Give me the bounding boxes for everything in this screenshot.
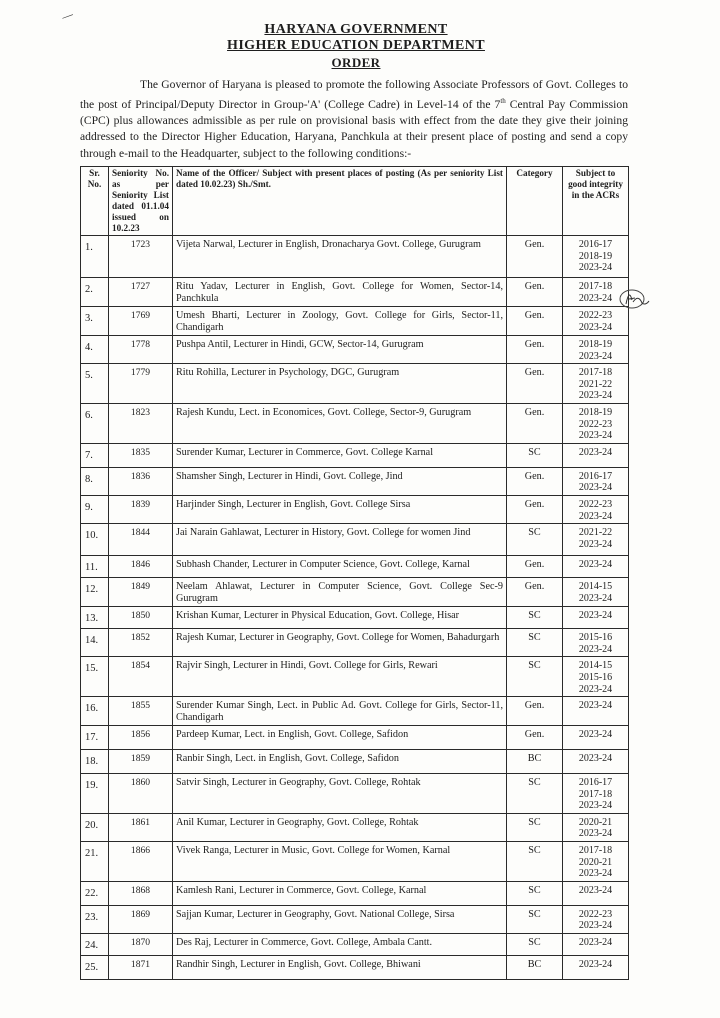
cell-seniority-no: 1861 [109, 813, 173, 841]
cell-sr-no: 3. [81, 307, 109, 336]
cell-seniority-no: 1855 [109, 697, 173, 726]
cell-officer-name: Subhash Chander, Lecturer in Computer Science, Govt. College, Karnal [173, 556, 507, 578]
cell-seniority-no: 1868 [109, 881, 173, 905]
acr-year: 2023-24 [578, 800, 613, 812]
cell-officer-name: Pushpa Antil, Lecturer in Hindi, GCW, Sector-14, Gurugram [173, 336, 507, 364]
acr-year: 2023-24 [578, 937, 613, 949]
cell-officer-name: Surender Kumar Singh, Lect. in Public Ad. Govt. College for Girls, Sector-11, Chandigarh [173, 697, 507, 726]
acr-year: 2023-24 [578, 592, 613, 604]
cell-officer-name: Sajjan Kumar, Lecturer in Geography, Govt. National College, Sirsa [173, 905, 507, 933]
cell-seniority-no: 1870 [109, 934, 173, 956]
cell-category: Gen. [507, 495, 563, 523]
cell-acr-years [563, 364, 629, 404]
cell-sr-no: 19. [81, 774, 109, 814]
cell-seniority-no: 1779 [109, 364, 173, 404]
department-heading: HIGHER EDUCATION DEPARTMENT [227, 38, 485, 53]
cell-category: SC [507, 607, 563, 629]
cell-sr-no: 23. [81, 905, 109, 933]
cell-sr-no: 14. [81, 629, 109, 657]
cell-seniority-no: 1727 [109, 278, 173, 307]
cell-acr-years [563, 336, 629, 364]
cell-acr-years [563, 726, 629, 750]
cell-officer-name: Rajvir Singh, Lecturer in Hindi, Govt. College for Girls, Rewari [173, 657, 507, 697]
cell-category: SC [507, 934, 563, 956]
cell-category: SC [507, 881, 563, 905]
cell-sr-no: 2. [81, 278, 109, 307]
cell-acr-years [563, 905, 629, 933]
table-row [81, 495, 629, 523]
promotion-table [80, 166, 629, 980]
cell-category: SC [507, 657, 563, 697]
cell-category: SC [507, 443, 563, 467]
cell-officer-name: Randhir Singh, Lecturer in English, Govt. College, Bhiwani [173, 956, 507, 980]
acr-year: 2023-24 [578, 390, 613, 402]
table-header-row [81, 167, 629, 236]
table-row [81, 556, 629, 578]
cell-seniority-no: 1846 [109, 556, 173, 578]
cell-officer-name: Krishan Kumar, Lecturer in Physical Education, Govt. College, Hisar [173, 607, 507, 629]
cell-acr-years [563, 556, 629, 578]
cell-acr-years [563, 697, 629, 726]
cell-category: Gen. [507, 364, 563, 404]
intro-text-a: The Governor of Haryana is pleased to promote the following Associate Professors of Govt. Colleges to the post of Principal/Deputy Director in Group-'A' (College Cadre) in Level-14 of the 7 [80, 78, 628, 112]
table-row [81, 364, 629, 404]
acr-year: 2022-23 [578, 310, 613, 321]
acr-year: 2023-24 [578, 729, 613, 741]
cell-seniority-no: 1850 [109, 607, 173, 629]
cell-sr-no: 13. [81, 607, 109, 629]
cell-acr-years [563, 842, 629, 882]
table-row [81, 307, 629, 336]
cell-category: Gen. [507, 336, 563, 364]
acr-year: 2018-19 [578, 406, 613, 418]
cell-seniority-no: 1844 [109, 524, 173, 556]
acr-year: 2023-24 [578, 430, 613, 442]
table-row [81, 697, 629, 726]
cell-acr-years [563, 934, 629, 956]
header-officer-name: Name of the Officer/ Subject with present places of posting (As per seniority List dated 10.02.23) Sh./Smt. [173, 167, 507, 236]
cell-acr-years [563, 956, 629, 980]
cell-officer-name: Vijeta Narwal, Lecturer in English, Dronacharya Govt. College, Gurugram [173, 236, 507, 278]
cell-seniority-no: 1778 [109, 336, 173, 364]
acr-year: 2023-24 [578, 350, 613, 362]
acr-year: 2018-19 [578, 250, 613, 262]
cell-acr-years [563, 495, 629, 523]
cell-officer-name: Satvir Singh, Lecturer in Geography, Govt. College, Rohtak [173, 774, 507, 814]
cell-category: BC [507, 750, 563, 774]
cell-sr-no: 4. [81, 336, 109, 364]
cell-seniority-no: 1823 [109, 403, 173, 443]
cell-acr-years [563, 657, 629, 697]
acr-year: 2023-24 [578, 510, 613, 522]
acr-year: 2021-22 [578, 527, 613, 539]
acr-year: 2023-24 [578, 610, 613, 622]
table-row [81, 629, 629, 657]
cell-seniority-no: 1835 [109, 443, 173, 467]
cell-category: SC [507, 905, 563, 933]
acr-year: 2023-24 [578, 446, 613, 458]
cell-category: Gen. [507, 278, 563, 307]
acr-year: 2023-24 [578, 262, 613, 274]
acr-year: 2014-15 [578, 660, 613, 672]
table-row [81, 934, 629, 956]
initials-signature [618, 288, 652, 310]
acr-year: 2023-24 [578, 292, 613, 304]
cell-officer-name: Surender Kumar, Lecturer in Commerce, Govt. College Karnal [173, 443, 507, 467]
cell-acr-years [563, 629, 629, 657]
cell-category: Gen. [507, 236, 563, 278]
cell-sr-no: 20. [81, 813, 109, 841]
cell-acr-years [563, 813, 629, 841]
cell-acr-years [563, 881, 629, 905]
cell-sr-no: 5. [81, 364, 109, 404]
acr-year: 2023-24 [578, 643, 613, 655]
cell-acr-years [563, 307, 629, 336]
table-row [81, 578, 629, 607]
cell-officer-name: Pardeep Kumar, Lect. in English, Govt. College, Safidon [173, 726, 507, 750]
cell-sr-no: 17. [81, 726, 109, 750]
header-category: Category [507, 167, 563, 236]
cell-seniority-no: 1852 [109, 629, 173, 657]
cell-sr-no: 21. [81, 842, 109, 882]
table-row [81, 443, 629, 467]
table-row [81, 278, 629, 307]
intro-superscript: th [500, 97, 506, 106]
table-row [81, 726, 629, 750]
cell-acr-years [563, 774, 629, 814]
acr-year: 2023-24 [578, 482, 613, 494]
cell-seniority-no: 1854 [109, 657, 173, 697]
table-row [81, 750, 629, 774]
cell-officer-name: Rajesh Kundu, Lect. in Economices, Govt. College, Sector-9, Gurugram [173, 403, 507, 443]
acr-year: 2023-24 [578, 753, 613, 765]
cell-sr-no: 7. [81, 443, 109, 467]
header-acr: Subject to good integrity in the ACRs [563, 167, 629, 236]
cell-officer-name: Kamlesh Rani, Lecturer in Commerce, Govt. College, Karnal [173, 881, 507, 905]
acr-year: 2022-23 [578, 418, 613, 430]
cell-category: SC [507, 774, 563, 814]
cell-sr-no: 16. [81, 697, 109, 726]
cell-sr-no: 12. [81, 578, 109, 607]
acr-year: 2015-16 [578, 671, 613, 683]
cell-acr-years [563, 467, 629, 495]
cell-sr-no: 15. [81, 657, 109, 697]
cell-seniority-no: 1836 [109, 467, 173, 495]
cell-seniority-no: 1860 [109, 774, 173, 814]
cell-category: SC [507, 813, 563, 841]
header-sr-no: Sr. No. [81, 167, 109, 236]
cell-sr-no: 11. [81, 556, 109, 578]
scan-mark: — [60, 8, 75, 24]
table-row [81, 774, 629, 814]
cell-seniority-no: 1849 [109, 578, 173, 607]
acr-year: 2023-24 [578, 920, 613, 932]
cell-category: Gen. [507, 556, 563, 578]
cell-sr-no: 10. [81, 524, 109, 556]
cell-acr-years [563, 750, 629, 774]
cell-officer-name: Neelam Ahlawat, Lecturer in Computer Science, Govt. College Sec-9 Gurugram [173, 578, 507, 607]
table-row [81, 842, 629, 882]
acr-year: 2021-22 [578, 378, 613, 390]
acr-year: 2023-24 [578, 559, 613, 571]
table-row [81, 336, 629, 364]
cell-category: Gen. [507, 307, 563, 336]
acr-year: 2017-18 [578, 788, 613, 800]
cell-seniority-no: 1723 [109, 236, 173, 278]
government-heading: HARYANA GOVERNMENT [264, 22, 448, 37]
acr-year: 2016-17 [578, 777, 613, 789]
acr-year: 2023-24 [578, 321, 613, 333]
cell-acr-years [563, 403, 629, 443]
cell-sr-no: 8. [81, 467, 109, 495]
cell-officer-name: Harjinder Singh, Lecturer in English, Govt. College Sirsa [173, 495, 507, 523]
cell-seniority-no: 1839 [109, 495, 173, 523]
table-row [81, 881, 629, 905]
cell-officer-name: Jai Narain Gahlawat, Lecturer in History, Govt. College for women Jind [173, 524, 507, 556]
cell-category: Gen. [507, 578, 563, 607]
cell-officer-name: Umesh Bharti, Lecturer in Zoology, Govt. College for Girls, Sector-11, Chandigarh [173, 307, 507, 336]
acr-year: 2023-24 [578, 868, 613, 880]
cell-category: Gen. [507, 467, 563, 495]
cell-category: BC [507, 956, 563, 980]
cell-seniority-no: 1869 [109, 905, 173, 933]
cell-category: Gen. [507, 726, 563, 750]
acr-year: 2023-24 [578, 828, 613, 840]
cell-seniority-no: 1871 [109, 956, 173, 980]
cell-officer-name: Des Raj, Lecturer in Commerce, Govt. College, Ambala Cantt. [173, 934, 507, 956]
cell-officer-name: Rajesh Kumar, Lecturer in Geography, Govt. College for Women, Bahadurgarh [173, 629, 507, 657]
cell-sr-no: 25. [81, 956, 109, 980]
acr-year: 2016-17 [578, 470, 613, 482]
table-row [81, 467, 629, 495]
acr-year: 2022-23 [578, 908, 613, 920]
cell-officer-name: Ritu Rohilla, Lecturer in Psychology, DGC, Gurugram [173, 364, 507, 404]
acr-year: 2018-19 [578, 339, 613, 350]
cell-officer-name: Shamsher Singh, Lecturer in Hindi, Govt. College, Jind [173, 467, 507, 495]
table-row [81, 657, 629, 697]
header-seniority-no: Seniority No. as per Seniority List dated 01.1.04 issued on 10.2.23 [109, 167, 173, 236]
cell-seniority-no: 1866 [109, 842, 173, 882]
cell-officer-name: Vivek Ranga, Lecturer in Music, Govt. College for Women, Karnal [173, 842, 507, 882]
acr-year: 2017-18 [578, 845, 613, 857]
cell-sr-no: 22. [81, 881, 109, 905]
cell-category: Gen. [507, 403, 563, 443]
table-row [81, 607, 629, 629]
table-row [81, 956, 629, 980]
cell-acr-years [563, 236, 629, 278]
cell-category: SC [507, 629, 563, 657]
order-heading: ORDER [331, 55, 381, 70]
acr-year: 2020-21 [578, 816, 613, 828]
cell-officer-name: Ranbir Singh, Lect. in English, Govt. College, Safidon [173, 750, 507, 774]
table-row [81, 905, 629, 933]
table-row [81, 813, 629, 841]
cell-sr-no: 6. [81, 403, 109, 443]
acr-year: 2017-18 [578, 281, 613, 292]
acr-year: 2023-24 [578, 959, 613, 971]
cell-acr-years [563, 443, 629, 467]
cell-officer-name: Anil Kumar, Lecturer in Geography, Govt. College, Rohtak [173, 813, 507, 841]
acr-year: 2023-24 [578, 538, 613, 550]
cell-sr-no: 1. [81, 236, 109, 278]
acr-year: 2023-24 [578, 683, 613, 695]
cell-sr-no: 24. [81, 934, 109, 956]
acr-year: 2023-24 [578, 700, 613, 712]
cell-acr-years [563, 524, 629, 556]
cell-sr-no: 9. [81, 495, 109, 523]
cell-seniority-no: 1859 [109, 750, 173, 774]
cell-category: SC [507, 842, 563, 882]
table-row [81, 524, 629, 556]
acr-year: 2014-15 [578, 581, 613, 593]
cell-category: SC [507, 524, 563, 556]
acr-year: 2015-16 [578, 632, 613, 644]
cell-officer-name: Ritu Yadav, Lecturer in English, Govt. College for Women, Sector-14, Panchkula [173, 278, 507, 307]
table-row [81, 403, 629, 443]
cell-seniority-no: 1856 [109, 726, 173, 750]
cell-sr-no: 18. [81, 750, 109, 774]
cell-seniority-no: 1769 [109, 307, 173, 336]
acr-year: 2022-23 [578, 498, 613, 510]
acr-year: 2023-24 [578, 884, 613, 896]
intro-paragraph [80, 77, 628, 162]
acr-year: 2017-18 [578, 367, 613, 379]
cell-category: Gen. [507, 697, 563, 726]
acr-year: 2016-17 [578, 239, 613, 250]
cell-acr-years [563, 578, 629, 607]
intro-text-b: Central Pay Commission (CPC) plus allowances admissible as per rule on provisional basis with effect from the date they give their joining addressed to the Director Higher Education, Haryana, Panchkula at their present place of posting and send a copy through e-mail to the Headquarter, subject to the following conditions:- [80, 98, 628, 160]
acr-year: 2020-21 [578, 856, 613, 868]
cell-acr-years [563, 607, 629, 629]
table-row [81, 236, 629, 278]
